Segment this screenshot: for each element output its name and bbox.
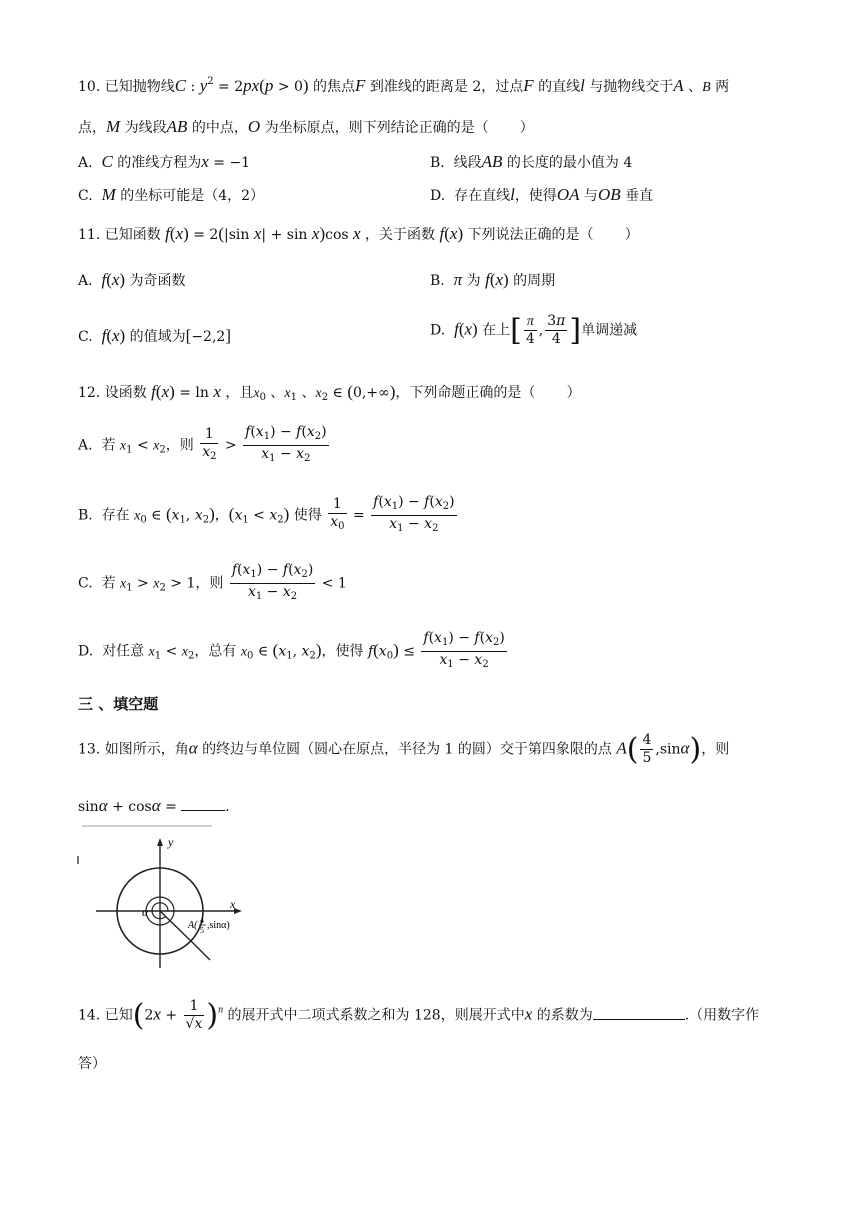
q12-option-d: D. 对任意 $x_1 < x_2$，总有 $x_0$ ∈ ($x_1$, $x_2$)，使得 $f(x_0)$ ≤ $\frac{f(x_1) - f(x_2)}{x_1 - x_2}$ xyxy=(78,630,505,670)
q14-stem-line2: 答） xyxy=(78,1056,106,1072)
alpha-label: α xyxy=(142,905,149,919)
q10-option-c: C. M 的坐标可能是（4，2） xyxy=(78,185,265,204)
q13-answer-blank[interactable] xyxy=(181,796,225,811)
q11-option-b: B. π 为 f(x) 的周期 xyxy=(430,270,556,289)
terminal-extension xyxy=(194,944,210,960)
q10-option-a: A. C 的准线方程为x = −1 xyxy=(78,152,251,171)
q10-stem-line2: 点，M 为线段AB 的中点，O 为坐标原点，则下列结论正确的是（ ） xyxy=(78,117,534,136)
q11-stem: 11. 已知函数 f(x) = 2(|sin x| + sin x)cos x ，关于函数 f(x) 下列说法正确的是（ ） xyxy=(78,224,639,243)
q11-option-d: D. f(x) 在上[ $\frac{\pi}{4}$ , $\frac{3\pi}{4}$ ]单调递减 xyxy=(430,313,638,348)
y-axis-arrow xyxy=(157,838,163,846)
q14-answer-blank[interactable] xyxy=(593,1005,685,1020)
q11-option-c: C. f(x) 的值域为[−2,2] xyxy=(78,326,231,345)
q10-option-b: B. 线段AB 的长度的最小值为 4 xyxy=(430,152,633,171)
point-a-label-prefix: A( xyxy=(188,920,198,931)
point-a-label-den: 5 xyxy=(200,926,204,935)
x-axis-label: x xyxy=(230,897,236,911)
q13-stem-line1: 13. 如图所示，角α 的终边与单位圆（圆心在原点，半径为 1 的圆）交于第四象限的点 A( $\frac{4}{5}$ ,sinα)，则 xyxy=(78,732,730,767)
point-a-label-rest: ,sinα) xyxy=(207,920,230,931)
section-title: 三 、填空题 xyxy=(78,695,159,713)
q12-option-c: C. 若 $x_1 > x_2 > 1$，则 $\frac{f(x_1) - f(x_2)}{x_1 - x_2}$ < 1 xyxy=(78,562,347,602)
q14-stem-line1: 14. 已知(2x + $\frac{1}{√x}$ )$^n$ 的展开式中二项式系数之和为 128，则展开式中x 的系数为 .（用数字作 xyxy=(78,998,760,1033)
q13-stem-line2: sinα + cosα = . xyxy=(78,796,230,815)
y-axis-label: y xyxy=(168,835,174,849)
q12-option-b: B. 存在 $x_0$ ∈ ($x_1$, $x_2$)，$(x_1 < x_2)$ 使得 $\frac{1}{x_0}$ = $\frac{f(x_1) - f(x_2)}{x_1 - x_2}$ xyxy=(78,494,455,534)
q10-option-d: D. 存在直线l，使得OA 与OB 垂直 xyxy=(430,185,654,204)
point-a-label-num: 4 xyxy=(200,916,204,925)
q12-stem: 12. 设函数 f(x) = ln x ，且$x_0$ 、$x_1$ 、$x_2$ ∈ (0,+∞)，下列命题正确的是（ ） xyxy=(78,382,581,403)
q11-option-a: A. f(x) 为奇函数 xyxy=(78,270,186,289)
q10-stem-line1-render: 10. 已知抛物线C : $y^2 = 2px(p > 0)$ 的焦点F 到准线的距离是 2，过点F 的直线l 与抛物线交于A 、B 两 xyxy=(78,76,730,95)
q13-figure xyxy=(76,820,256,975)
q12-option-a: A. 若 $x_1 < x_2$，则 $\frac{1}{x_2}$ > $\frac{f(x_1) - f(x_2)}{x_1 - x_2}$ xyxy=(78,424,327,464)
